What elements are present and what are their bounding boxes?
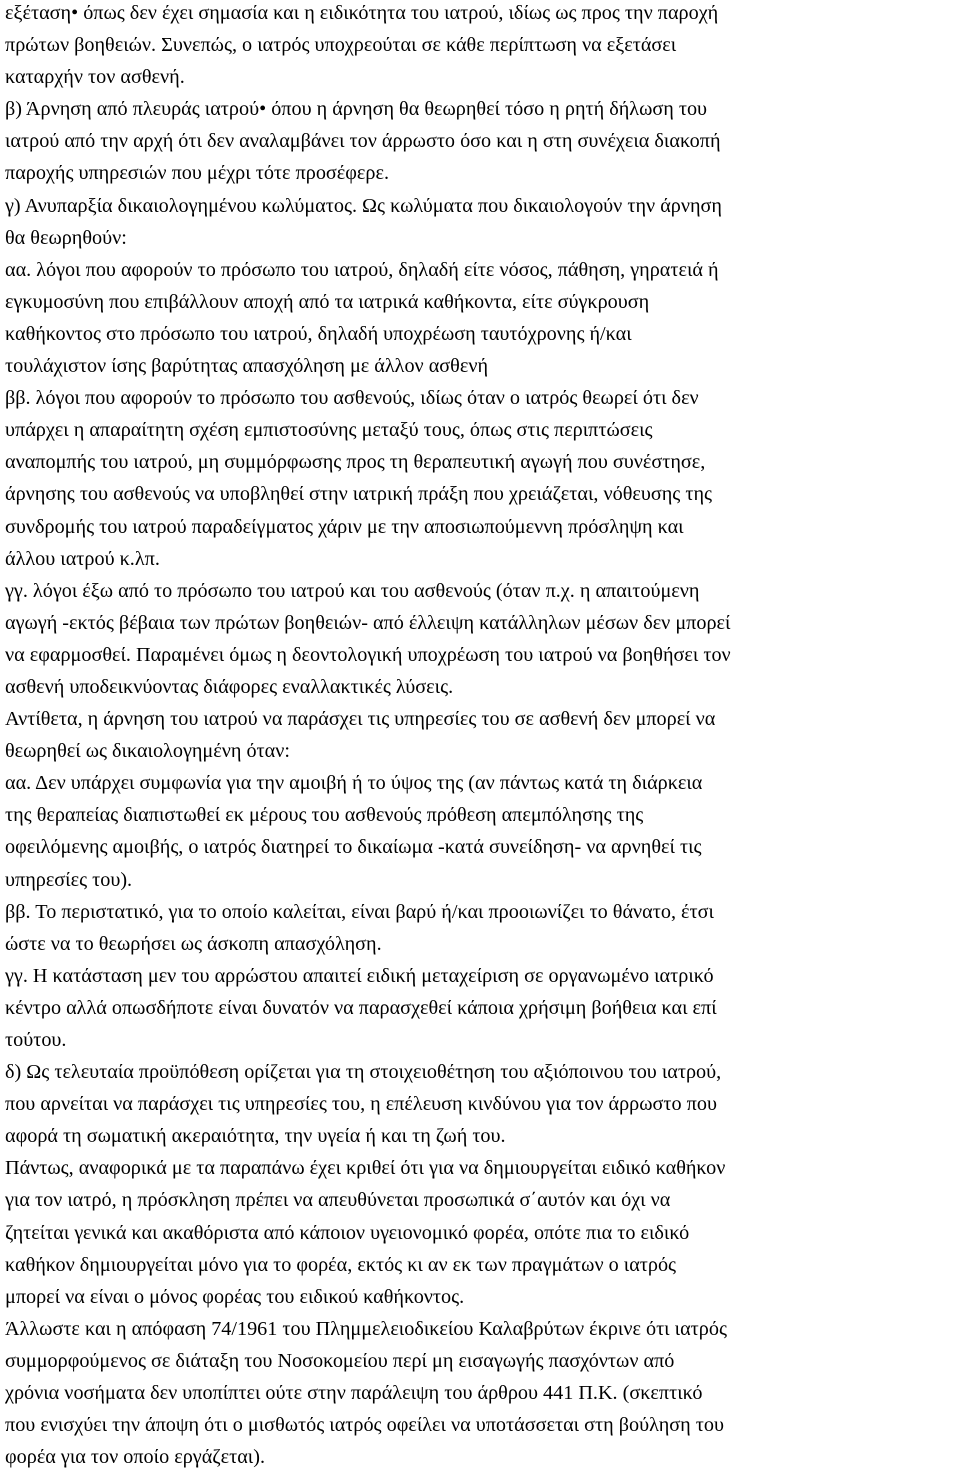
paragraph-aa-fee: αα. Δεν υπάρχει συμφωνία για την αμοιβή ή το ύψος της (αν πάντως κατά τη διάρκεια της θεραπείας διαπιστωθεί εκ μέρους του ασθενούς πρόθεση απεμπόλησης της οφειλόμενης αμοιβής, ο ιατρός διατηρεί το δικαίωμα -κατά συνείδηση- να αρνηθεί τις υπηρεσίες του). [5, 772, 703, 891]
paragraph-gg-specialized-care: γγ. Η κατάσταση μεν του αρρώστου απαιτεί ειδική μεταχείριση σε οργανωμένο ιατρικό κέντρο αλλά οπωσδήποτε είναι δυνατόν να παρασχεθεί κάποια χρήσιμη βοήθεια και επί τούτου. [5, 964, 717, 1051]
paragraph-gg-external-reasons: γγ. λόγοι έξω από το πρόσωπο του ιατρού και του ασθενούς (όταν π.χ. η απαιτούμενη αγωγή -εκτός βέβαια των πρώτων βοηθειών- από έλλειψη κατάλληλων μέσων δεν μπορεί να εφαρμοσθεί. Παραμένει όμως η δεοντολογική υποχρέωση του ιατρού να βοηθήσει τον ασθενή υποδεικνύοντας διάφορες εναλλακτικές λύσεις. [5, 579, 731, 698]
paragraph-bb-severity: ββ. Το περιστατικό, για το οποίο καλείται, είναι βαρύ ή/και προοιωνίζει το θάνατο, έτσι ώστε να το θεωρήσει ως άσκοπη απασχόληση. [5, 900, 714, 955]
paragraph-examination: εξέταση• όπως δεν έχει σημασία και η ειδικότητα του ιατρού, ιδίως ως προς την παροχή πρώτων βοηθειών. Συνεπώς, ο ιατρός υποχρεούται σε κάθε περίπτωση να εξετάσει καταρχήν τον ασθενή. [5, 2, 719, 89]
paragraph-aa-doctor-reasons: αα. λόγοι που αφορούν το πρόσωπο του ιατρού, δηλαδή είτε νόσος, πάθηση, γηρατειά ή εγκυμοσύνη που επιβάλλουν αποχή από τα ιατρικά καθήκοντα, είτε σύγκρουση καθήκοντος στο πρόσωπο του ιατρού, δηλαδή υποχρέωση ταυτόχρονης ή/και τουλάχιστον ίσης βαρύτητας απασχόληση με άλλον ασθενή [5, 258, 719, 378]
paragraph-d-danger: δ) Ως τελευταία προϋπόθεση ορίζεται για τη στοιχειοθέτηση του αξιόποινου του ιατρού, που αρνείται να παράσχει τις υπηρεσίες του, η επέλευση κινδύνου για τον άρρωστο που αφορά τη σωματική ακεραιότητα, την υγεία ή και τη ζωή του. [5, 1061, 722, 1148]
paragraph-conversely: Αντίθετα, η άρνηση του ιατρού να παράσχει τις υπηρεσίες του σε ασθενή δεν μπορεί να θεωρηθεί ως δικαιολογημένη όταν: [5, 708, 716, 763]
paragraph-obstacle-c: γ) Ανυπαρξία δικαιολογημένου κωλύματος. Ως κωλύματα που δικαιολογούν την άρνηση θα θεωρηθούν: [5, 194, 722, 249]
paragraph-personal-duty: Πάντως, αναφορικά με τα παραπάνω έχει κριθεί ότι για να δημιουργείται ειδικό καθήκον για τον ιατρό, η πρόσκληση πρέπει να απευθύνεται προσωπικά σ΄αυτόν και όχι να ζητείται γενικά και ακαθόριστα από κάποιον υγειονομικό φορέα, οπότε πια το ειδικό καθήκον δημιουργείται μόνο για το φορέα, εκτός κι αν εκ των πραγμάτων ο ιατρός μπορεί να είναι ο μόνος φορέας του ειδικού καθήκοντος. [5, 1157, 726, 1308]
paragraph-court-decision: Άλλωστε και η απόφαση 74/1961 του Πλημμελειοδικείου Καλαβρύτων έκρινε ότι ιατρός συμμορφούμενος σε διάταξη του Νοσοκομείου περί μη εισαγωγής πασχόντων από χρόνια νοσήματα δεν υποπίπτει ούτε στην παράλειψη του άρθρου 441 Π.Κ. (σκεπτικό που ενισχύει την άποψη ότι ο μισθωτός ιατρός οφείλει να υποτάσσεται στη βούληση του φορέα για τον οποίο εργάζεται). [5, 1317, 727, 1469]
paragraph-refusal-b: β) Άρνηση από πλευράς ιατρού• όπου η άρνηση θα θεωρηθεί τόσο η ρητή δήλωση του ιατρού από την αρχή ότι δεν αναλαμβάνει τον άρρωστο όσο και η στη συνέχεια διακοπή παροχής υπηρεσιών που μέχρι τότε προσέφερε. [5, 98, 721, 185]
paragraph-bb-patient-reasons: ββ. λόγοι που αφορούν το πρόσωπο του ασθενούς, ιδίως όταν ο ιατρός θεωρεί ότι δεν υπάρχει η απαραίτητη σχέση εμπιστοσύνης μεταξύ τους, όπως στις περιπτώσεις αναπομπής του ιατρού, μη συμμόρφωσης προς τη θεραπευτική αγωγή που συνέστησε, άρνησης του ασθενούς να υποβληθεί στην ιατρική πράξη που χρειάζεται, νόθευσης της συνδρομής του ιατρού παραδείγματος χάριν με την αποσιωπούμεννη πρόσληψη και άλλου ιατρού κ.λπ. [5, 387, 713, 570]
document-page [5, 0, 955, 1473]
